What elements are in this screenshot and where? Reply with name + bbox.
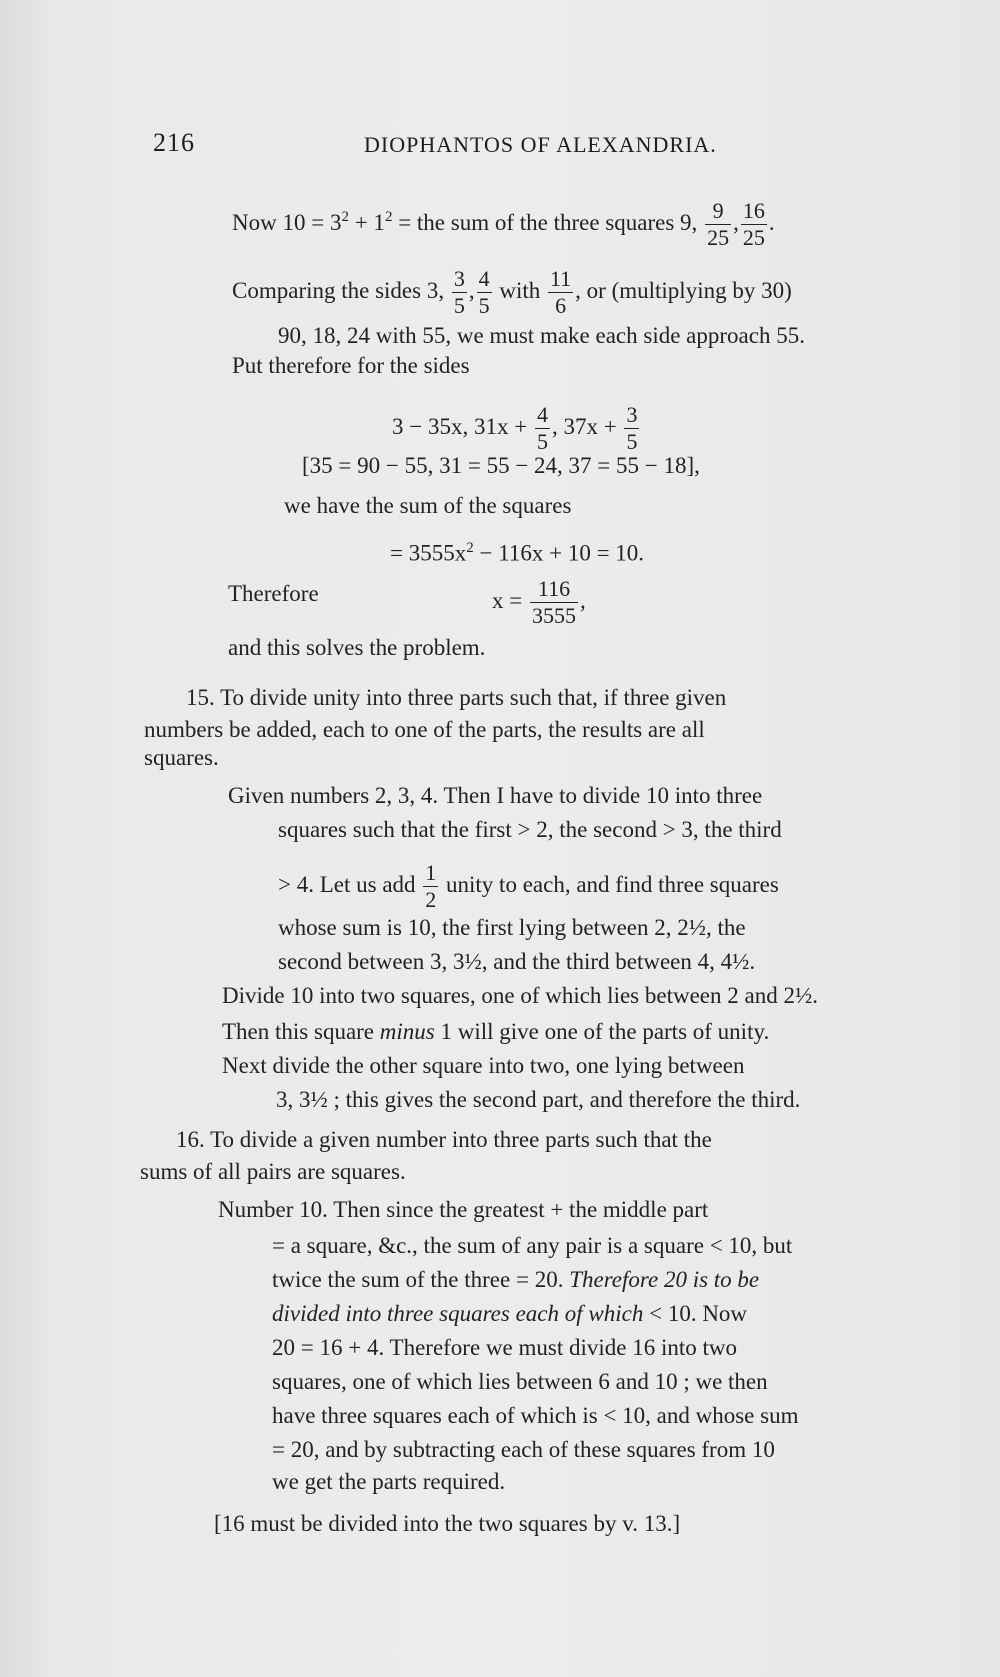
text-run: = 3555x: [390, 540, 467, 566]
text-line: Put therefore for the sides: [232, 353, 470, 378]
fraction: $\frac{116}{3555}$: [531, 576, 576, 628]
text-run: 1 will give one of the parts of unity.: [434, 1019, 770, 1044]
text-line: = a square, &c., the sum of any pair is a square < 10, but: [272, 1233, 793, 1258]
problem-15-statement: 15. To divide unity into three parts such that, if three given: [186, 685, 727, 710]
text-run: twice the sum of the three = 20.: [272, 1267, 570, 1292]
text-line: Next divide the other square into two, one lying between: [222, 1053, 745, 1078]
text-run: − 116x + 10 = 10.: [473, 540, 645, 566]
superscript: 2: [466, 540, 474, 556]
text-line: squares.: [144, 745, 219, 770]
text-line: [16 must be divided into the two squares by v. 13.]: [214, 1511, 681, 1536]
text-run: = the sum of the three squares 9,: [392, 209, 704, 235]
running-title: DIOPHANTOS OF ALEXANDRIA.: [364, 132, 717, 157]
text-line: second between 3, 3½, and the third between 4, 4½.: [278, 949, 756, 974]
text-run: Then this square: [222, 1019, 380, 1044]
text-line: sums of all pairs are squares.: [140, 1159, 406, 1184]
text-line: squares such that the first > 2, the second > 3, the third: [278, 817, 782, 842]
fraction: $\frac{11}{6}$: [549, 266, 572, 318]
text-line: numbers be added, each to one of the parts, the results are all: [144, 717, 705, 742]
text-run: , or (multiplying by 30): [575, 277, 792, 303]
fraction: $\frac{3}{5}$: [453, 266, 465, 318]
text-run: + 1: [348, 209, 385, 235]
text-run: < 10. Now: [643, 1301, 748, 1326]
text-line: Now $10 = 3^2 + 1^2$ = the sum of the three squares 9, $\frac{9}{25}$ , $\frac{16}{25}$ .: [232, 198, 775, 250]
text-line: [272, 1300, 747, 1328]
italic-run: Therefore 20 is to be: [569, 1267, 760, 1292]
text-line: 3, 3½ ; this gives the second part, and therefore the third.: [276, 1087, 801, 1112]
fraction: $\frac{4}{5}$: [536, 402, 548, 454]
text-line: 20 = 16 + 4. Therefore we must divide 16 into two: [272, 1335, 737, 1360]
text-line: [272, 1266, 759, 1294]
equation-line: [392, 404, 641, 453]
text-line: whose sum is 10, the first lying between 2, 2½, the: [278, 915, 746, 940]
text-line: [278, 862, 779, 911]
text-line: Number 10. Then since the greatest + the middle part: [218, 1197, 709, 1222]
text-run: Now 10 = 3: [232, 209, 342, 235]
superscript: 2: [384, 209, 393, 226]
italic-run: minus: [379, 1019, 435, 1044]
text-run: with: [493, 277, 546, 303]
text-line: 90, 18, 24 with 55, we must make each side approach 55.: [278, 323, 805, 348]
text-run: > 4. Let us add: [278, 871, 422, 897]
equation-line: [35 = 90 − 55, 31 = 55 − 24, 37 = 55 − 18],: [302, 453, 700, 478]
text-line: Comparing the sides 3, $\frac{3}{5}$ , $\frac{4}{5}$ with $\frac{11}{6}$ , or (multiplying by 30): [232, 266, 792, 318]
text-line: Therefore: [228, 581, 319, 606]
fraction: $\frac{4}{5}$: [478, 266, 490, 318]
equation-line: x = $\frac{116}{3555}$ ,: [492, 576, 586, 628]
equation-line: [390, 534, 644, 568]
text-run: Comparing the sides 3,: [232, 277, 450, 303]
fraction: $\frac{16}{25}$: [742, 198, 765, 250]
fraction: $\frac{3}{5}$: [626, 402, 638, 454]
italic-run: divided into three squares each of which: [272, 1301, 644, 1326]
superscript: 2: [341, 209, 349, 226]
text-run: x =: [492, 587, 528, 613]
page-number: 216: [153, 128, 195, 157]
text-line: and this solves the problem.: [228, 635, 486, 660]
fraction: $\frac{1}{2}$: [425, 860, 437, 912]
text-line: = 20, and by subtracting each of these squares from 10: [272, 1437, 775, 1462]
problem-16-statement: 16. To divide a given number into three parts such that the: [176, 1127, 712, 1152]
text-line: we have the sum of the squares: [284, 493, 572, 518]
text-line: squares, one of which lies between 6 and 10 ; we then: [272, 1369, 768, 1394]
text-line: [222, 1018, 769, 1046]
text-line: Given numbers 2, 3, 4. Then I have to divide 10 into three: [228, 783, 763, 808]
fraction: $\frac{9}{25}$: [707, 198, 730, 250]
text-line: have three squares each of which is < 10, and whose sum: [272, 1403, 799, 1428]
text-run: , 37x +: [551, 413, 623, 439]
text-line: we get the parts required.: [272, 1469, 506, 1494]
text-line: Divide 10 into two squares, one of which lies between 2 and 2½.: [222, 983, 818, 1008]
text-run: unity to each, and find three squares: [440, 871, 779, 897]
text-run: 3 − 35x, 31x +: [392, 413, 533, 439]
